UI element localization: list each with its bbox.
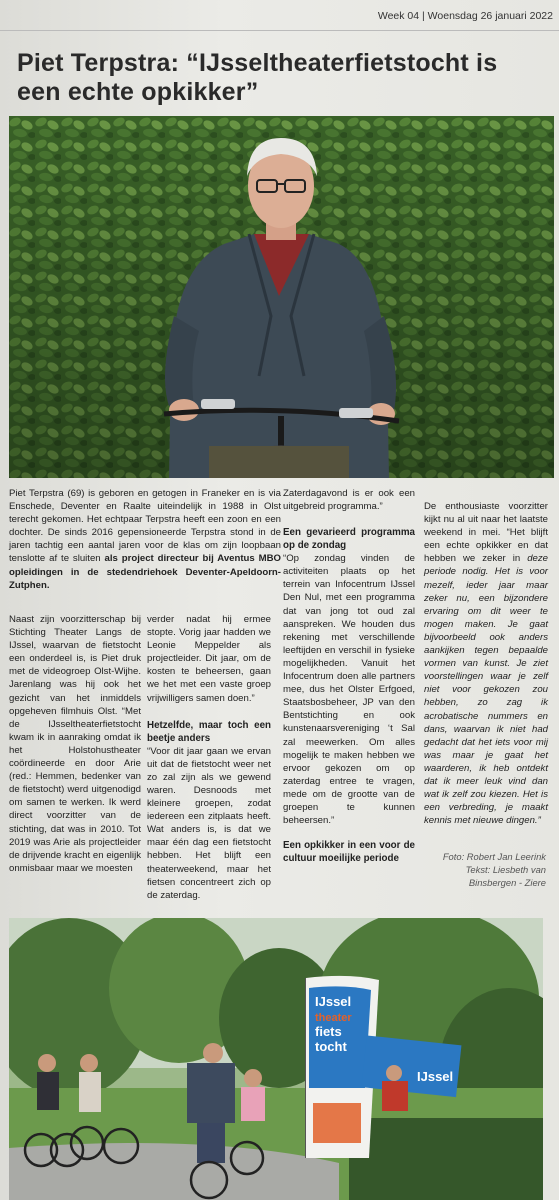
column-2-paragraph-2: “Voor dit jaar gaan we ervan uit dat de fietstocht weer net zo zal zijn als we gewend waren. Desnoods met kleinere groepen, zodat iedereen een zitplaats heeft. Wat anders is, is dat we maar één dag een fietstocht hebben. Het blijft een theaterweekend, maar het fietsen concentreert zich op de zaterdag. (147, 745, 271, 901)
banner-line-2: theater (315, 1012, 352, 1024)
column-4-italic: deze periode nodig. Het is voor mezelf, ieder jaar maar zeker nu, een bijzondere ervaring om dit weer te mogen maken. Je gaat bijvoorbeeld ook anders aankijken tegen bepaalde vormen van kunst. Je ziet voorstellingen waar je zelf niet voor gekozen zou hebben, zo zag ik acrobatische nummers en dans, waarvan ik niet had gedacht dat het iets voor mij was maar je gaat het waarderen, ik heb ontdekt dat ik meer leuk vind dan wat ik zelf zou kiezen. Het is een verbreding, je maakt kennis met nieuwe dingen.” (424, 553, 548, 827)
column-4-paragraph: De enthousiaste voorzitter kijkt nu al uit naar het laatste weekend in mei. “Het blijft een echte opkikker en dat hebben we zeker in (424, 501, 548, 565)
lead-bold-text: als project directeur bij Aventus MBO opleidingen in de stedendriehoek Deventer-Apeldoorn-Zutphen. (9, 553, 282, 591)
column-4 (424, 500, 548, 827)
banner-line-3: fiets (315, 1024, 342, 1039)
issue-date: Week 04 | Woensdag 26 januari 2022 (377, 10, 553, 22)
article-lead (9, 487, 281, 592)
cyclists-photo (9, 918, 543, 1200)
article-title: Piet Terpstra: “IJsseltheaterfietstocht is een echte opkikker” (17, 49, 498, 106)
subheading-hetzelfde: Hetzelfde, maar toch een beetje anders (147, 719, 271, 744)
subheading-opkikker: Een opkikker in een voor de cultuur moeilijke periode (283, 840, 415, 865)
subheading-gevarieerd: Een gevarieerd programma op de zondag (283, 527, 415, 552)
credit-text: Tekst: Liesbeth van Binsbergen - Ziere (465, 864, 546, 888)
portrait-illustration (9, 116, 554, 478)
column-2 (147, 613, 271, 902)
cyclists-illustration (9, 918, 543, 1200)
credit-photo: Foto: Robert Jan Leerink (442, 851, 546, 862)
banner-flag-text: IJssel (417, 1069, 454, 1084)
column-2-paragraph-1: verder nadat hij ermee stopte. Vorig jaar hadden we Leonie Meppelder als projectleider. Dit jaar, om de kosten te beheersen, gaan we het met een vaste groep vrijwilligers samen doen.” (147, 614, 271, 704)
lead-text: Piet Terpstra (69) is geboren en getogen in Franeker en is via Enschede, Deventer en Raalte uiteindelijk in 1988 in Olst terecht gekomen. Het echtpaar Terpstra heeft een zoon en een dochter. De sinds 2016 gepensioneerde Terpstra stond in de jaren tachtig een aantal jaren voor de klas om zijn loopbaan tenslotte af te sluiten (9, 488, 281, 565)
column-3-paragraph-1: “Op zondag vinden de activiteiten plaats op het terrein van Infocentrum IJssel Den Nul, met een programma dat van jong tot oud zal aanspreken. We houden dus rekening met verschillende leeftijden en verschil in fysieke mogelijkheden. Vanuit het Infocentrum doen alle partners mee, dus het Olster Erfgoed, Staatsbosbeheer, JP van den Bentstichting en ook kunstenaarsvereniging ‘t Sal zal meewerken. Om alles mogelijk te maken hebben we ervoor gekozen om op zaterdag entree te vragen, mede om de grootte van de groepen te kunnen beheersen.” (283, 553, 415, 827)
header-rule (0, 30, 559, 31)
column-1-paragraph: Naast zijn voorzitterschap bij Stichting Theater Langs de IJssel, waarvan de fietstocht een onderdeel is, is Piet druk met de videogroep Olst-Wijhe. Jarenlang was hij ook het gezicht van het inmiddels opgeheven filmhuis Olst. “Met de IJsseltheaterfietstocht kwam ik in aanraking omdat ik het Holstohustheater coördineerde en door Arie (red.: Hemmen, bedenker van de fietstocht) werd uitgenodigd om samen te werken. Ik werd direct voorzitter van de stichting, dat was in 2010. Tot 2019 was Arie als projectleider de drijvende kracht en eigenlijk onmisbaar maar we moesten (9, 614, 141, 874)
column-1 (9, 613, 141, 875)
portrait-photo (9, 116, 554, 478)
credits (424, 850, 546, 889)
banner-line-4: tocht (315, 1039, 347, 1054)
banner-line-1: IJssel (315, 994, 352, 1009)
column-3 (283, 487, 415, 865)
column-3-paragraph-0: Zaterdagavond is er ook een uitgebreid programma.” (283, 488, 415, 513)
